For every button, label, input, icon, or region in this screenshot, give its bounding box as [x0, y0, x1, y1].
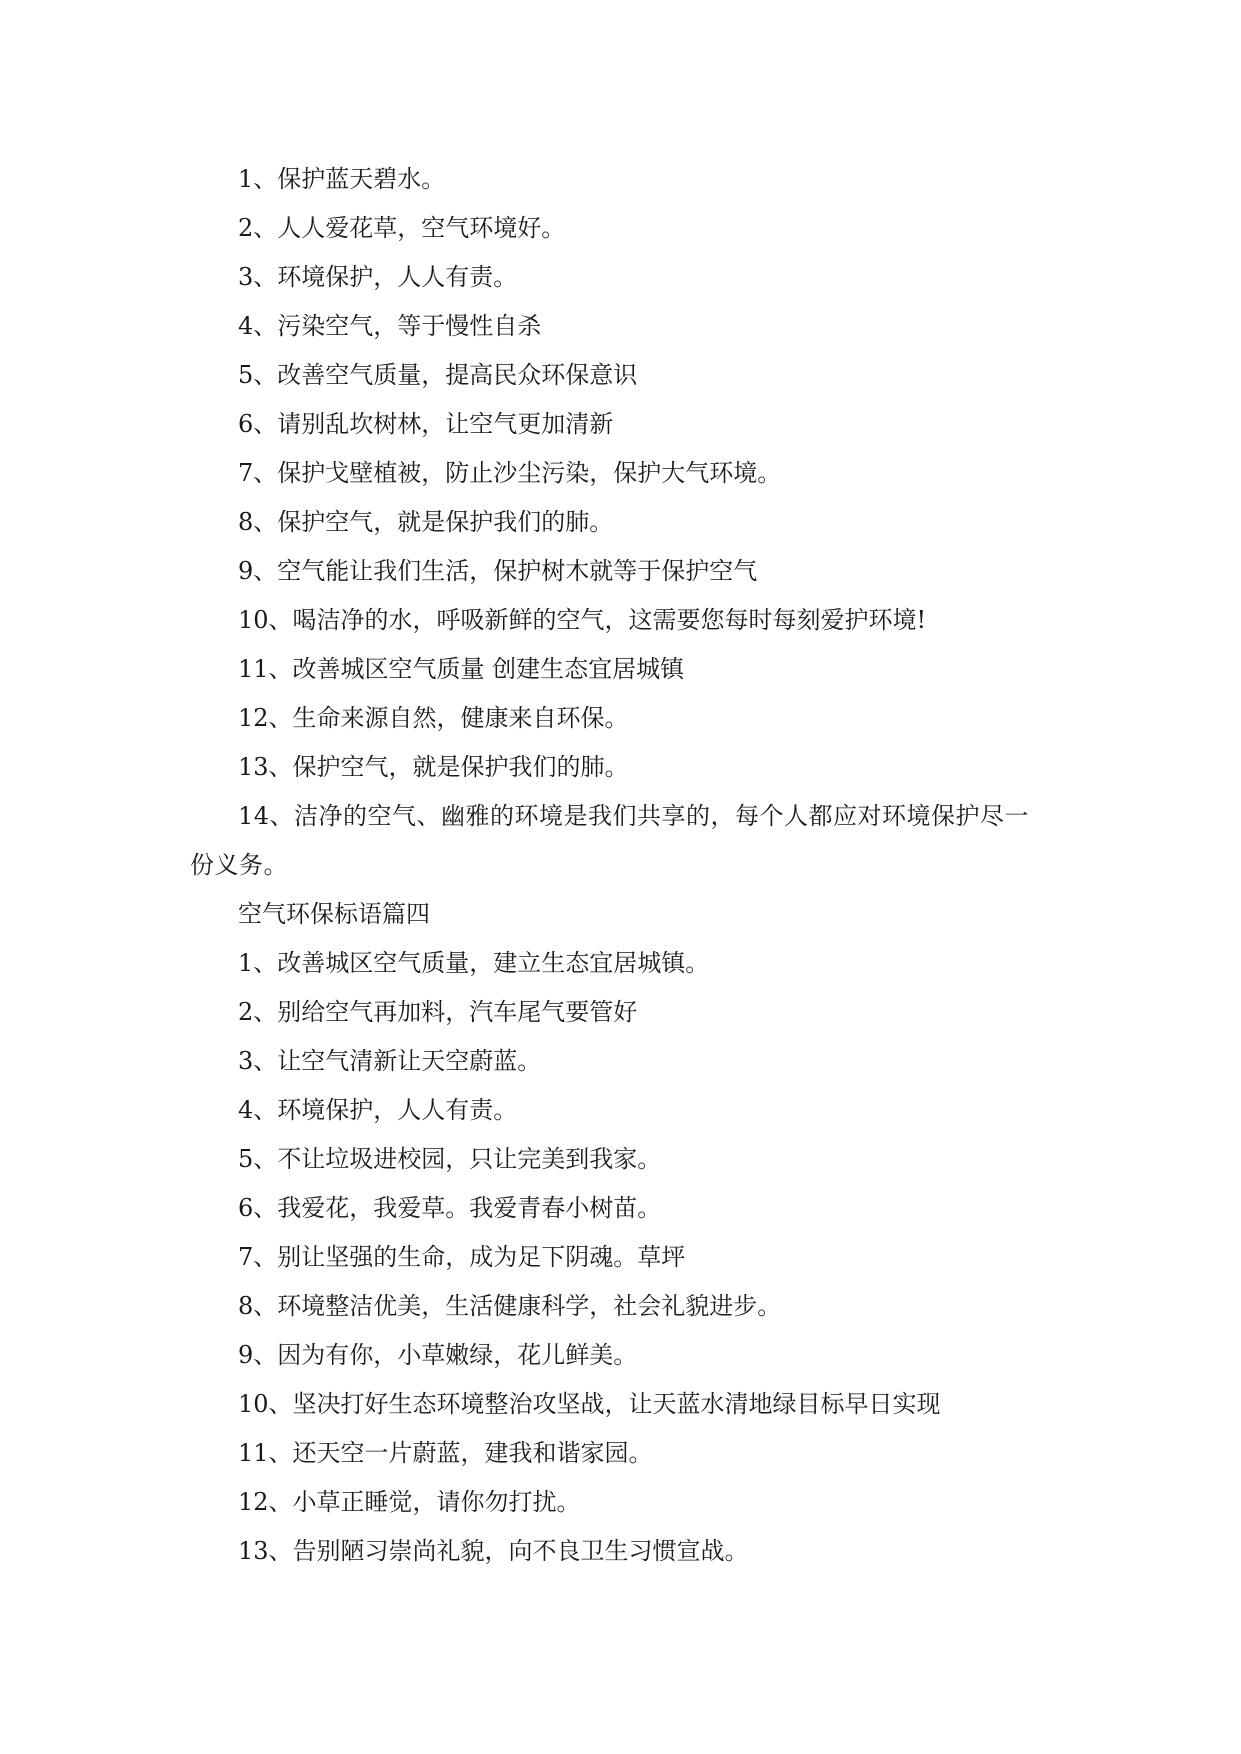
list-item: 12、小草正睡觉，请你勿打扰。	[238, 1488, 581, 1516]
list-item: 6、请别乱坎树林，让空气更加清新	[238, 410, 614, 438]
list-item: 7、别让坚强的生命，成为足下阴魂。草坪	[238, 1243, 686, 1271]
list-item: 10、喝洁净的水，呼吸新鲜的空气，这需要您每时每刻爱护环境!	[238, 606, 927, 634]
list-item: 1、改善城区空气质量，建立生态宜居城镇。	[238, 949, 710, 977]
list-item: 12、生命来源自然，健康来自环保。	[238, 704, 629, 732]
list-item: 13、保护空气，就是保护我们的肺。	[238, 753, 629, 781]
list-item: 3、让空气清新让天空蔚蓝。	[238, 1047, 542, 1075]
list-item: 7、保护戈壁植被，防止沙尘污染，保护大气环境。	[238, 459, 782, 487]
list-item: 11、改善城区空气质量 创建生态宜居城镇	[238, 655, 685, 683]
list-item: 9、因为有你，小草嫩绿，花儿鲜美。	[238, 1341, 638, 1369]
list-item: 5、不让垃圾进校园，只让完美到我家。	[238, 1145, 662, 1173]
list-item: 9、空气能让我们生活，保护树木就等于保护空气	[238, 557, 758, 585]
list-item: 5、改善空气质量，提高民众环保意识	[238, 361, 638, 389]
list-item: 8、环境整洁优美，生活健康科学，社会礼貌进步。	[238, 1292, 782, 1320]
list-item: 2、人人爱花草，空气环境好。	[238, 214, 566, 242]
section-heading: 空气环保标语篇四	[238, 900, 430, 928]
list-item: 4、环境保护，人人有责。	[238, 1096, 518, 1124]
list-item: 3、环境保护，人人有责。	[238, 263, 518, 291]
list-item: 11、还天空一片蔚蓝，建我和谐家园。	[238, 1439, 653, 1467]
list-item: 6、我爱花，我爱草。我爱青春小树苗。	[238, 1194, 662, 1222]
list-item: 1、保护蓝天碧水。	[238, 165, 446, 193]
list-item: 10、坚决打好生态环境整治攻坚战，让天蓝水清地绿目标早日实现	[238, 1390, 941, 1418]
list-item: 13、告别陋习崇尚礼貌，向不良卫生习惯宣战。	[238, 1537, 749, 1565]
list-item: 2、别给空气再加料，汽车尾气要管好	[238, 998, 638, 1026]
list-item: 8、保护空气，就是保护我们的肺。	[238, 508, 614, 536]
list-item-long: 14、洁净的空气、幽雅的环境是我们共享的，每个人都应对环境保护尽一份义务。	[190, 802, 1030, 879]
document-body	[190, 155, 1050, 1576]
list-item: 4、污染空气，等于慢性自杀	[238, 312, 542, 340]
